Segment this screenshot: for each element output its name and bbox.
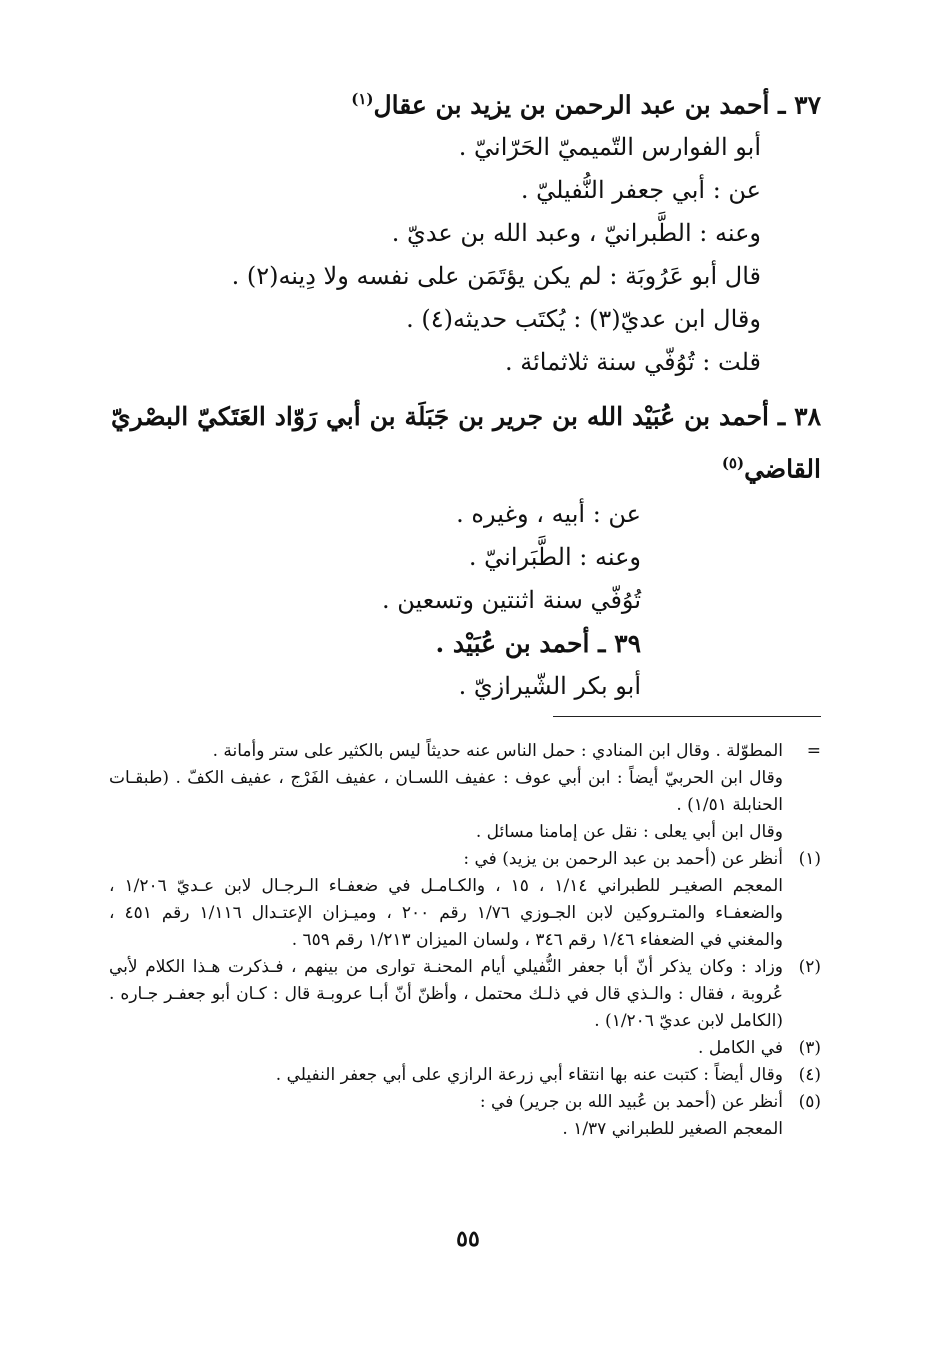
footnotes (109, 738, 821, 1143)
footnote-separator (553, 716, 821, 717)
entry-line: قلت : تُوُفّي سنة ثلاثمائة . (504, 348, 761, 377)
footnote-text: المطوّلة . وقال ابن المنادي : حمل الناس عنه حديثاً ليس بالكثير على ستر وأمانة . (212, 741, 783, 761)
entry-line: قال أبو عَرُوبَة : لم يكن يؤتَمَن على نفسه ولا دِينه(٢) . (231, 262, 761, 291)
footnote-ref[interactable]: (١) (351, 90, 374, 108)
footnote-text: أنظر عن (أحمد بن عبد الرحمن بن يزيد) في : (463, 849, 783, 869)
footnote-text: وقال ابن أبي يعلى : نقل عن إمامنا مسائل . (475, 822, 783, 842)
footnote-text: وقال ابن الحربيّ أيضاً : ابن أبي عوف : عفيف اللسـان ، عفيف الفَرْج ، عفيف الكفّ . (طبقـات الحنابلة ١/٥١) . (109, 768, 783, 815)
entry-heading: ٣٩ ـ أحمد بن عُبَيْد . (435, 628, 641, 658)
footnote-text: في الكامل . (698, 1038, 783, 1058)
main-text (111, 78, 821, 708)
entry-line: وعنه : الطَّبَرانيّ . (468, 542, 641, 571)
footnote-item (109, 765, 821, 819)
footnote-number (783, 765, 821, 819)
entry-line: عن : أبي جعفر النُّفيليّ . (520, 176, 761, 205)
footnote-text: المعجم الصغيـر للطبراني ١/١٤ ، ١٥ ، والكـامـل في ضعفـاء الـرجـال لابن عـديّ ١/٢٠٦ ، والضعفـاء والمتـروكين لابن الجـوزي ١/٧٦ رقم ٢٠٠ ، وميـزان الإعتـدال ١/١١٦ رقم ٤٥١ ، والمغني في الضعفاء ١/٤٦ رقم ٣٤٦ ، ولسان الميزان ١/٢١٣ رقم ٦٥٩ . (109, 876, 784, 950)
footnote-item (109, 1062, 821, 1089)
footnote-text: وزاد : وكان يذكر أنّ أبا جعفر النُّفيلي أيام المحنـة توارى من بينهم ، فـذكرت هـذا الكلام لأبي عُروبة ، فقال : والـذي قال في ذلـك محتمل ، وأظنّ أنّ أبـا عروبـة قال : كـان أبو جعفـر جـاره . (الكامل لابن عديّ ١/٢٠٦) . (109, 957, 783, 1031)
footnote-text: أنظر عن (أحمد بن عُبيد الله بن جرير) في : (479, 1092, 783, 1112)
footnote-number: (٤) (798, 1065, 821, 1085)
footnote-number: = (806, 741, 821, 761)
entry-37 (111, 78, 821, 384)
footnote-item (109, 1089, 821, 1143)
entry-line: أبو الفوارس التّميميّ الحَرّانيّ . (458, 133, 761, 162)
footnote-item (109, 1035, 821, 1062)
footnote-text: وقال أيضاً : كتبت عنه بها انتقاء أبي زرعة الرازي على أبي جعفر النفيلي . (275, 1065, 783, 1085)
footnote-ref[interactable]: (٥) (721, 454, 745, 473)
footnote-number: (٥) (798, 1092, 821, 1112)
entry-line: تُوُفّي سنة اثنتين وتسعين . (381, 585, 641, 614)
footnote-item (109, 819, 821, 846)
footnote-number: (٣) (798, 1038, 821, 1058)
entry-line: أبو بكر الشّيرازيّ . (458, 671, 641, 700)
footnote-text: المعجم الصغير للطبراني ١/٣٧ . (562, 1119, 783, 1139)
entry-heading: ٣٨ ـ أحمد بن عُبَيْد الله بن جرير بن جَبَلَة بن أبي رَوّاد العَتَكيّ البصْريّ القاضي$^{(٥)}$ (111, 402, 821, 484)
entry-39 (111, 622, 821, 708)
footnote-item (109, 954, 821, 1035)
entry-line: عن : أبيه ، وغيره . (456, 499, 641, 528)
footnote-item (109, 846, 821, 954)
entry-38 (111, 394, 821, 621)
footnote-number (783, 819, 821, 846)
footnote-number: (٢) (798, 957, 821, 977)
entry-line: وعنه : الطَّبرانيّ ، وعبد الله بن عديّ . (391, 219, 761, 248)
footnote-item (109, 738, 821, 765)
entry-line: وقال ابن عديّ(٣) : يُكتَب حديثه(٤) . (406, 305, 761, 334)
entry-heading: ٣٧ ـ أحمد بن عبد الرحمن بن يزيد بن عقال$^{(١)}$ (351, 90, 821, 120)
footnote-number: (١) (798, 849, 821, 869)
page-number: ٥٥ (456, 1226, 480, 1252)
